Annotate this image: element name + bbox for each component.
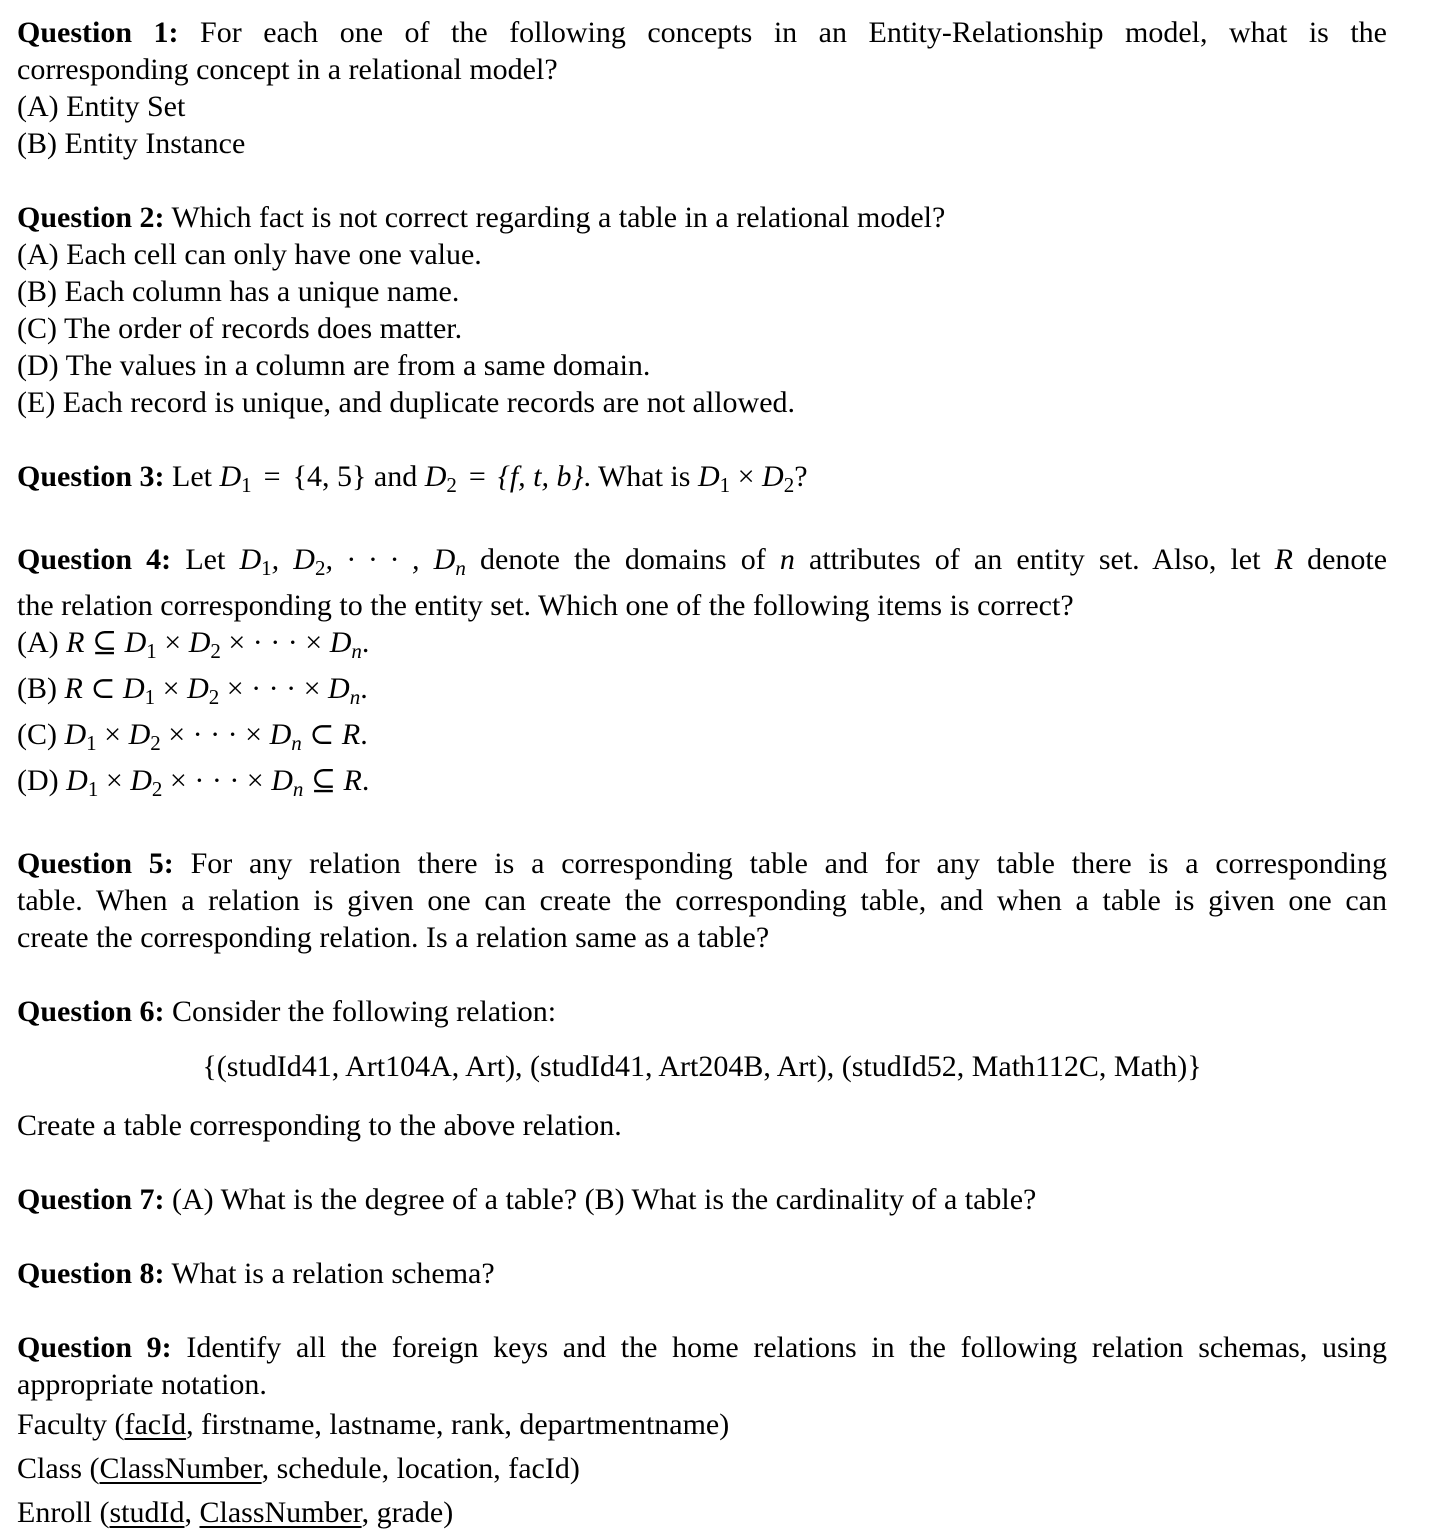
question-2-option-c: (C) The order of records does matter. [17, 312, 463, 345]
primary-key: facId [124, 1408, 187, 1441]
question-4-text-let: Let [185, 543, 226, 576]
spacer [17, 421, 1387, 458]
math-n: n [779, 543, 795, 576]
schema-faculty [17, 1403, 1387, 1447]
question-4 [17, 541, 1387, 808]
question-9-label: Question 9: [17, 1331, 172, 1364]
question-6-line [17, 993, 1387, 1030]
question-6-relation: {(studId41, Art104A, Art), (studId41, Art204B, Art), (studId52, Math112C, Math)} [202, 1050, 1202, 1083]
question-9-line-1 [17, 1329, 1387, 1366]
question-5-label: Question 5: [17, 847, 174, 880]
question-2-option-b: (B) Each column has a unique name. [17, 275, 460, 308]
question-4-label: Question 4: [17, 543, 172, 576]
question-8 [17, 1255, 1387, 1292]
question-1-line-2: corresponding concept in a relational model? [17, 53, 558, 86]
question-4-line-2: the relation corresponding to the entity set. Which one of the following items is correct? [17, 589, 1074, 622]
question-2-text: Which fact is not correct regarding a table in a relational model? [164, 201, 946, 234]
spacer [17, 1292, 1387, 1329]
option-label: (D) [17, 764, 59, 797]
option-label: (C) [17, 718, 57, 751]
math-r: R [1274, 543, 1293, 576]
spacer [17, 1218, 1387, 1255]
question-1-line-1 [17, 14, 1387, 51]
question-1-option-a: (A) Entity Set [17, 90, 186, 123]
question-4-option-b: (B) R ⊂ $D_1 \times D_2$ × · · · × $D_n$. [17, 672, 368, 709]
question-7 [17, 1181, 1387, 1218]
question-1-option-b: (B) Entity Instance [17, 127, 246, 160]
question-1-text: For each one of the following concepts in an Entity-Relationship model, what is the [178, 16, 1388, 49]
question-2-line [17, 199, 1387, 236]
schema-attributes: , schedule, location, facId) [261, 1452, 580, 1485]
option-label: (B) [17, 672, 57, 705]
schema-name: Class ( [17, 1452, 100, 1485]
question-3-text-and: and [373, 460, 418, 493]
question-7-label: Question 7: [17, 1183, 165, 1216]
primary-key: studId [109, 1496, 185, 1529]
spacer [17, 162, 1387, 199]
spacer [17, 504, 1387, 541]
schema-attributes: , firstname, lastname, rank, departmentname) [186, 1408, 730, 1441]
question-3-text-let: Let [172, 460, 212, 493]
math-d1: $D_1$ [219, 460, 252, 497]
schema-class [17, 1447, 1387, 1491]
math-domains: $D_1$, $D_2$, · · · , $D_n$ [239, 543, 466, 580]
question-1-label: Question 1: [17, 16, 179, 49]
option-label: (A) [17, 626, 59, 659]
question-4-text-denote-2: denote [1307, 543, 1388, 576]
question-4-option-d: (D) $D_1 \times D_2$ × · · · × $D_n$ ⊆ R. [17, 764, 370, 801]
question-5-line-1 [17, 845, 1387, 882]
question-6 [17, 993, 1387, 1144]
question-2-label: Question 2: [17, 201, 165, 234]
spacer [17, 956, 1387, 993]
question-6-label: Question 6: [17, 995, 165, 1028]
question-6-text: Consider the following relation: [164, 995, 557, 1028]
question-5-text: For any relation there is a corresponding table and for any table there is a corresponding [173, 847, 1387, 880]
question-8-text: What is a relation schema? [164, 1257, 495, 1290]
question-3-d2-set: {f, t, b} [497, 460, 584, 493]
math-d2: $D_2$ [424, 460, 457, 497]
schema-name: Faculty ( [17, 1408, 125, 1441]
primary-key: ClassNumber [199, 1496, 362, 1529]
question-5-line-2: table. When a relation is given one can create the corresponding table, and when a table is given one can [17, 884, 1387, 917]
question-5 [17, 845, 1387, 956]
schema-attributes: , grade) [361, 1496, 454, 1529]
question-6-followup: Create a table corresponding to the above relation. [17, 1109, 622, 1142]
question-4-text-denote: denote the domains of [479, 543, 766, 576]
question-2-option-d: (D) The values in a column are from a same domain. [17, 349, 651, 382]
question-5-line-3: create the corresponding relation. Is a relation same as a table? [17, 921, 770, 954]
primary-key: ClassNumber [99, 1452, 262, 1485]
question-4-line-1 [17, 541, 1387, 587]
question-3-text-end: ? [794, 460, 808, 493]
question-3-text-what: . What is [583, 460, 691, 493]
schema-name: Enroll ( [17, 1496, 110, 1529]
question-8-label: Question 8: [17, 1257, 165, 1290]
question-4-option-c: (C) $D_1 \times D_2$ × · · · × $D_n$ ⊂ R. [17, 718, 368, 755]
schema-enroll [17, 1491, 1387, 1535]
question-9-line-2: appropriate notation. [17, 1368, 267, 1401]
question-9-text: Identify all the foreign keys and the home relations in the following relation schemas, using [171, 1331, 1387, 1364]
question-1 [17, 14, 1387, 162]
spacer [17, 1144, 1387, 1181]
question-7-text: (A) What is the degree of a table? (B) What is the cardinality of a table? [164, 1183, 1037, 1216]
question-3: Question 3: Let $D_1 = \{4$, 5} and $D_2 = \{f$, t, b}. What is $D_1 \times D_2$? [17, 460, 808, 497]
question-9 [17, 1329, 1387, 1535]
question-4-text-attrs: attributes of an entity set. Also, let [809, 543, 1261, 576]
question-2-option-e: (E) Each record is unique, and duplicate records are not allowed. [17, 386, 796, 419]
question-2 [17, 199, 1387, 421]
spacer [17, 808, 1387, 845]
question-3-d1-set: {4, 5} [292, 460, 367, 493]
document [17, 14, 1387, 1535]
separator: , [184, 1496, 200, 1529]
question-4-option-a: (A) R ⊆ $D_1 \times D_2$ × · · · × $D_n$. [17, 626, 370, 663]
question-2-option-a: (A) Each cell can only have one value. [17, 238, 482, 271]
math-cartesian: $D_1 \times D_2$ [697, 460, 795, 497]
question-3-label: Question 3: [17, 460, 165, 493]
